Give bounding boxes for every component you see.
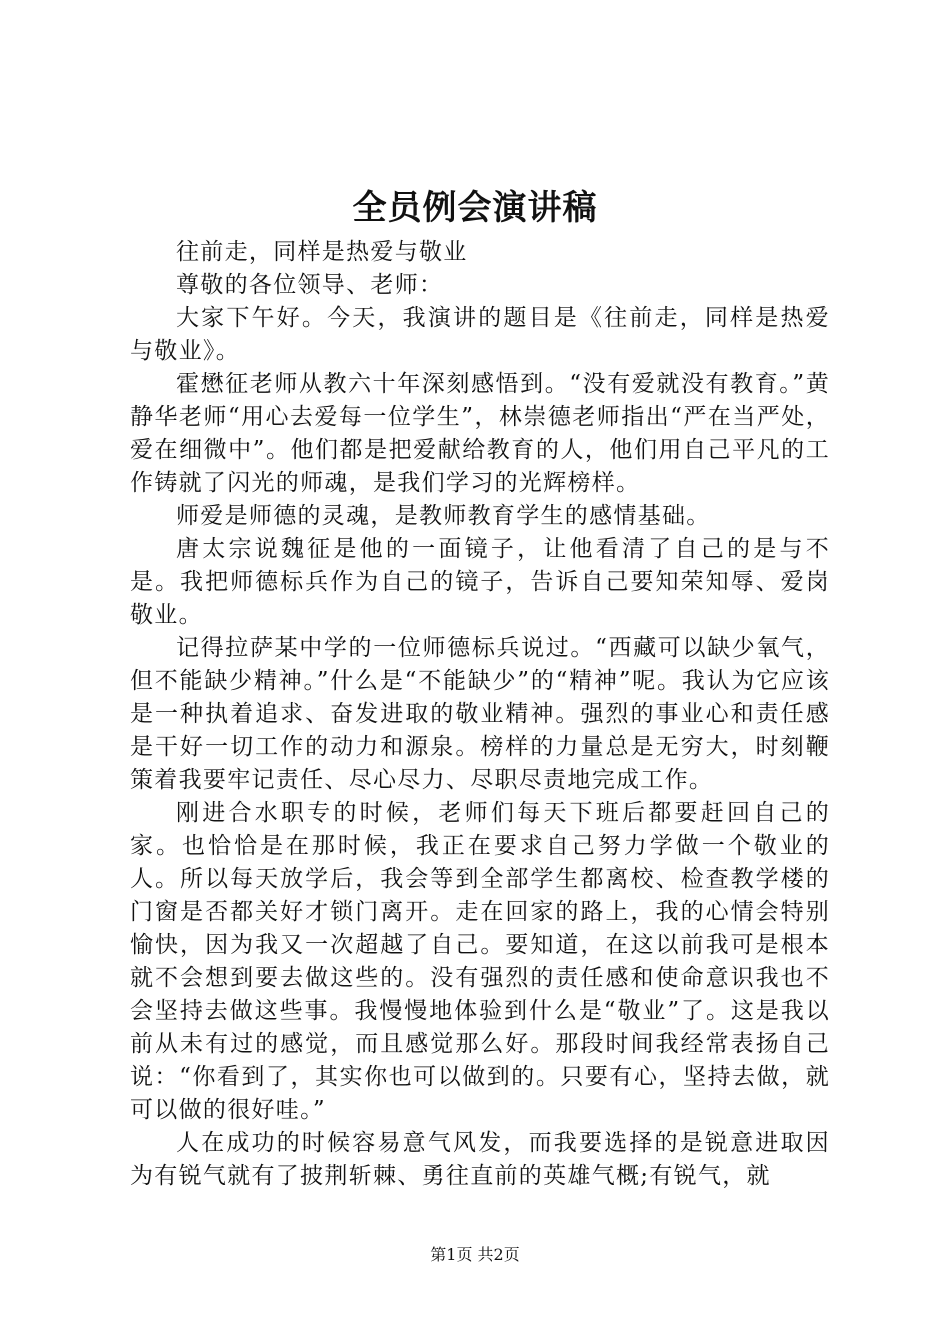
paragraph: 人在成功的时候容易意气风发，而我要选择的是锐意进取因为有锐气就有了披荆斩棘、勇往直前的英雄气概;有锐气，就 <box>130 1130 830 1189</box>
paragraph: 记得拉萨某中学的一位师德标兵说过。“西藏可以缺少氧气，但不能缺少精神。”什么是“不能缺少”的“精神”呢。我认为它应该是一种执着追求、奋发进取的敬业精神。强烈的事业心和责任感是干好一切工作的动力和源泉。榜样的力量总是无穷大，时刻鞭策着我要牢记责任、尽心尽力、尽职尽责地完成工作。 <box>130 635 830 793</box>
paragraph-salutation: 尊敬的各位领导、老师： <box>176 272 444 298</box>
paragraph: 刚进合水职专的时候，老师们每天下班后都要赶回自己的家。也恰恰是在那时候，我正在要求自己努力学做一个敬业的人。所以每天放学后，我会等到全部学生都离校、检查教学楼的门窗是否都关好才锁门离开。走在回家的路上，我的心情会特别愉快，因为我又一次超越了自己。要知道，在这以前我可是根本就不会想到要去做这些的。没有强烈的责任感和使命意识我也不会坚持去做这些事。我慢慢地体验到什么是“敬业”了。这是我以前从未有过的感觉，而且感觉那么好。那段时间我经常表扬自己说：“你看到了，其实你也可以做到的。只要有心，坚持去做，就可以做的很好哇。” <box>130 800 830 1123</box>
paragraph: 霍懋征老师从教六十年深刻感悟到。“没有爱就没有教育。”黄静华老师“用心去爱每一位学生”，林崇德老师指出“严在当严处，爱在细微中”。他们都是把爱献给教育的人，他们用自己平凡的工作铸就了闪光的师魂，是我们学习的光辉榜样。 <box>130 371 830 496</box>
paragraph: 唐太宗说魏征是他的一面镜子，让他看清了自己的是与不是。我把师德标兵作为自己的镜子，告诉自己要知荣知辱、爱岗敬业。 <box>130 536 830 628</box>
paragraph: 大家下午好。今天，我演讲的题目是《往前走，同样是热爱与敬业》。 <box>130 305 830 364</box>
document-body <box>130 236 830 1193</box>
page-number-footer: 第1页 共2页 <box>430 1245 520 1264</box>
paragraph-subtitle: 往前走，同样是热爱与敬业 <box>176 239 468 265</box>
paragraph: 师爱是师德的灵魂，是教师教育学生的感情基础。 <box>176 503 711 529</box>
document-title: 全员例会演讲稿 <box>352 188 598 228</box>
